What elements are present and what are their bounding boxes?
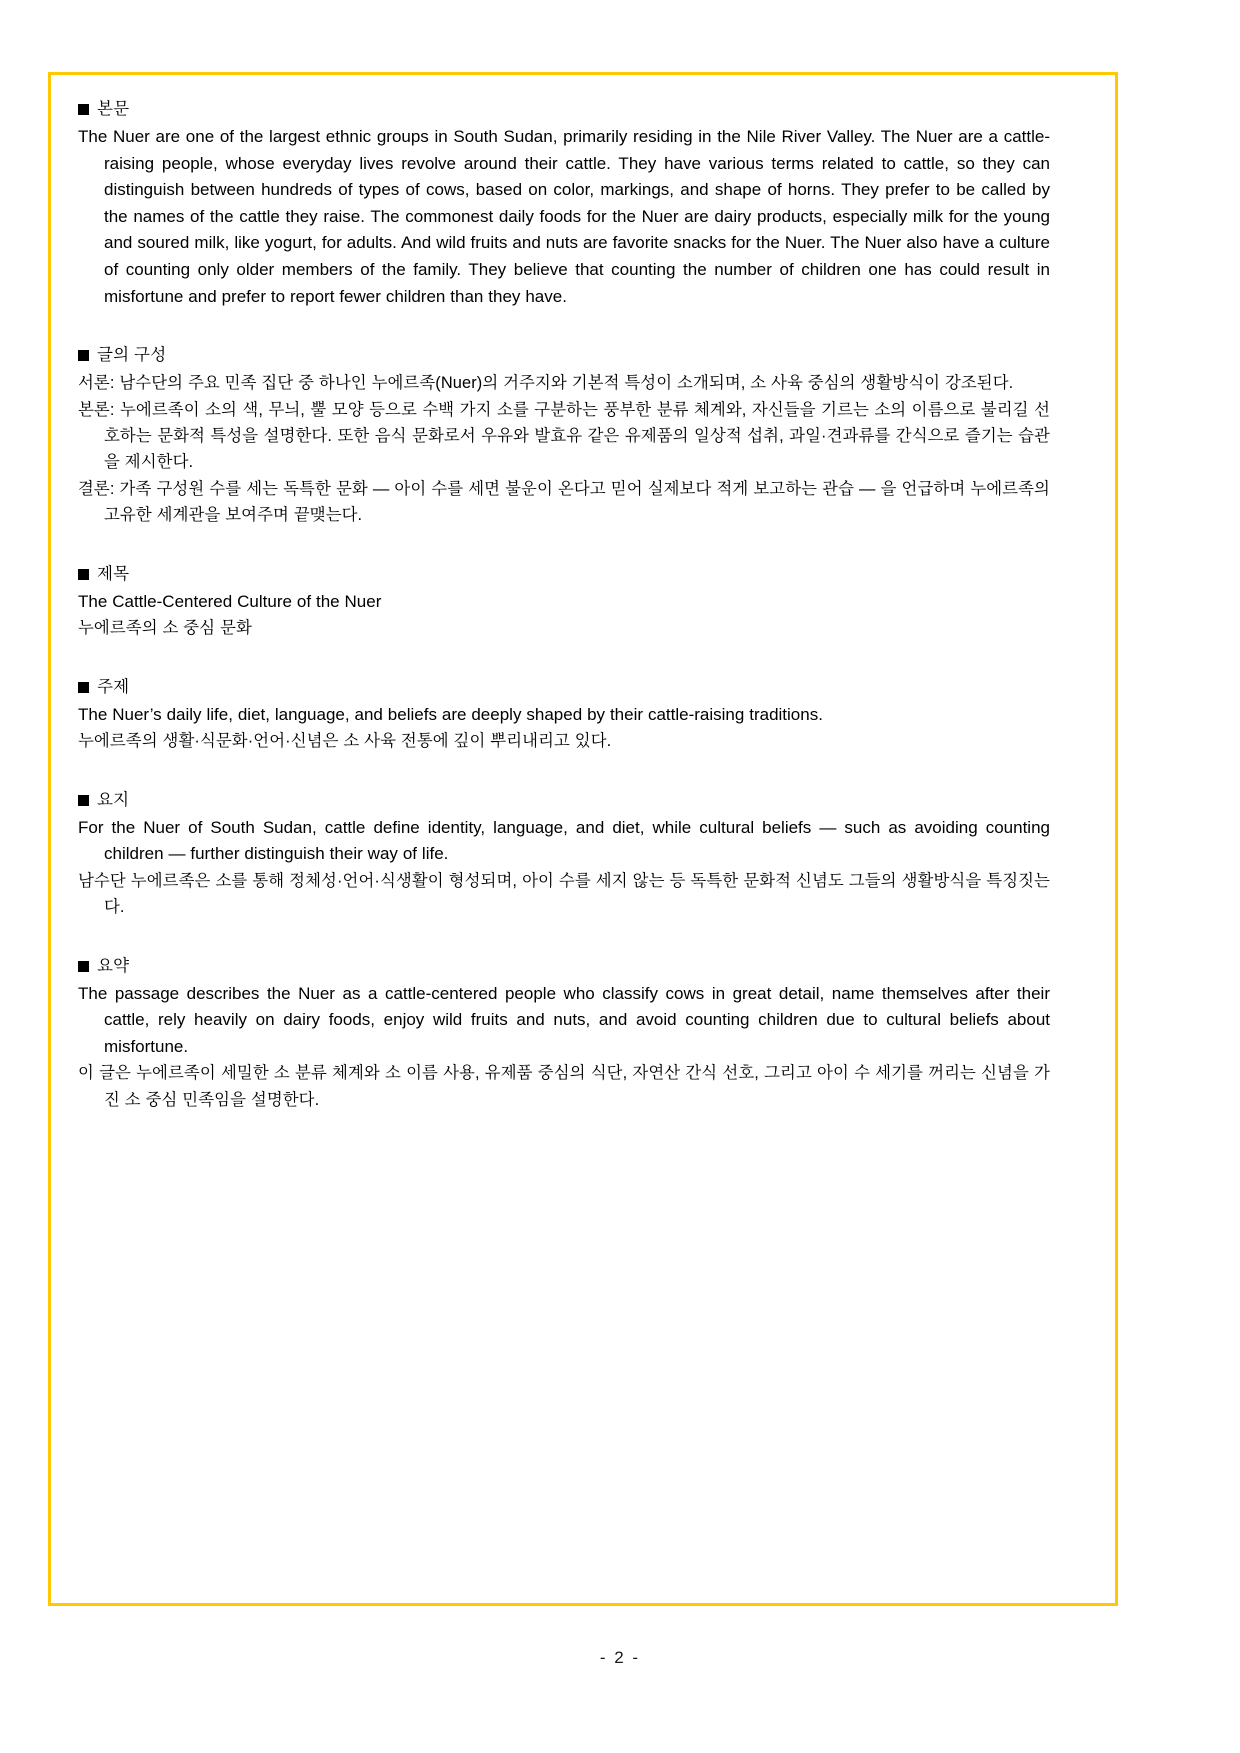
paragraph: 결론: 가족 구성원 수를 세는 독특한 문화 — 아이 수를 세면 불운이 온다고 믿어 실제보다 적게 보고하는 관습 — 을 언급하며 누에르족의 고유한 세계관을 보여주며 끝맺는다. (78, 479, 1050, 525)
paragraph: 서론: 남수단의 주요 민족 집단 중 하나인 누에르족(Nuer)의 거주지와 기본적 특성이 소개되며, 소 사육 중심의 생활방식이 강조된다. (78, 374, 1014, 393)
paragraph: 누에르족의 생활·식문화·언어·신념은 소 사육 전통에 깊이 뿌리내리고 있다. (78, 732, 612, 751)
square-bullet-icon (78, 350, 89, 361)
paragraph: 이 글은 누에르족이 세밀한 소 분류 체계와 소 이름 사용, 유제품 중심의 식단, 자연산 간식 선호, 그리고 아이 수 세기를 꺼리는 신념을 가진 소 중심 민족임을 설명한다. (78, 1064, 1050, 1109)
paragraph: For the Nuer of South Sudan, cattle define identity, language, and diet, while cultural beliefs — such as avoiding counting children — further distinguish their way of life. (78, 817, 1050, 864)
spacer (78, 642, 1050, 674)
section-heading-bonmun (78, 96, 1050, 122)
section-heading-label: 요지 (97, 790, 130, 809)
section-heading-gueui-guseong (78, 342, 1050, 368)
paragraph: 누에르족의 소 중심 문화 (78, 619, 252, 638)
paragraph: The Nuer are one of the largest ethnic groups in South Sudan, primarily residing in the Nile River Valley. The Nuer are a cattle-raising people, whose everyday lives revolve around their cattle. They have various terms related to cattle, so they can distinguish between hundreds of types of cows, based on color, markings, and shape of horns. They prefer to be called by the names of the cattle they raise. The commonest daily foods for the Nuer are dairy products, especially milk for the young and soured milk, like yogurt, for adults. And wild fruits and nuts are favorite snacks for the Nuer. The Nuer also have a culture of counting only older members of the family. They believe that counting the number of children one has could result in misfortune and prefer to report fewer children than they have. (78, 127, 1050, 306)
paragraph: 남수단 누에르족은 소를 통해 정체성·언어·식생활이 형성되며, 아이 수를 세지 않는 등 독특한 문화적 신념도 그들의 생활방식을 특징짓는다. (78, 871, 1050, 917)
spacer (78, 310, 1050, 342)
section-juje (78, 674, 1050, 755)
section-heading-yoyak (78, 953, 1050, 979)
square-bullet-icon (78, 682, 89, 693)
paragraph: The Cattle-Centered Culture of the Nuer (78, 591, 382, 611)
section-heading-label: 본문 (97, 100, 130, 118)
document-content (78, 96, 1050, 1113)
square-bullet-icon (78, 795, 89, 806)
section-heading-label: 제목 (97, 564, 130, 583)
section-heading-label: 주제 (97, 677, 130, 696)
square-bullet-icon (78, 104, 89, 115)
spacer (78, 755, 1050, 787)
section-yoji (78, 787, 1050, 921)
section-bonmun (78, 96, 1050, 310)
page-number-footer: - 2 - (599, 1648, 641, 1667)
square-bullet-icon (78, 569, 89, 580)
section-gueui-guseong (78, 342, 1050, 528)
section-heading-juje (78, 674, 1050, 700)
paragraph: The Nuer’s daily life, diet, language, and beliefs are deeply shaped by their cattle-raising traditions. (78, 704, 823, 724)
section-heading-yoji (78, 787, 1050, 813)
section-jemok (78, 561, 1050, 642)
spacer (78, 921, 1050, 953)
square-bullet-icon (78, 961, 89, 972)
section-heading-label: 글의 구성 (97, 346, 167, 365)
section-yoyak (78, 953, 1050, 1114)
section-heading-jemok (78, 561, 1050, 587)
spacer (78, 529, 1050, 561)
paragraph: 본론: 누에르족이 소의 색, 무늬, 뿔 모양 등으로 수백 가지 소를 구분하는 풍부한 분류 체계와, 자신들을 기르는 소의 이름으로 불리길 선호하는 문화적 특성을 설명한다. 또한 음식 문화로서 우유와 발효유 같은 유제품의 일상적 섭취, 과일·견과류를 간식으로 즐기는 습관을 제시한다. (78, 400, 1050, 472)
paragraph: The passage describes the Nuer as a cattle-centered people who classify cows in great detail, name themselves after their cattle, rely heavily on dairy foods, enjoy wild fruits and nuts, and avoid counting children due to cultural beliefs about misfortune. (78, 983, 1050, 1056)
section-heading-label: 요약 (97, 956, 130, 975)
